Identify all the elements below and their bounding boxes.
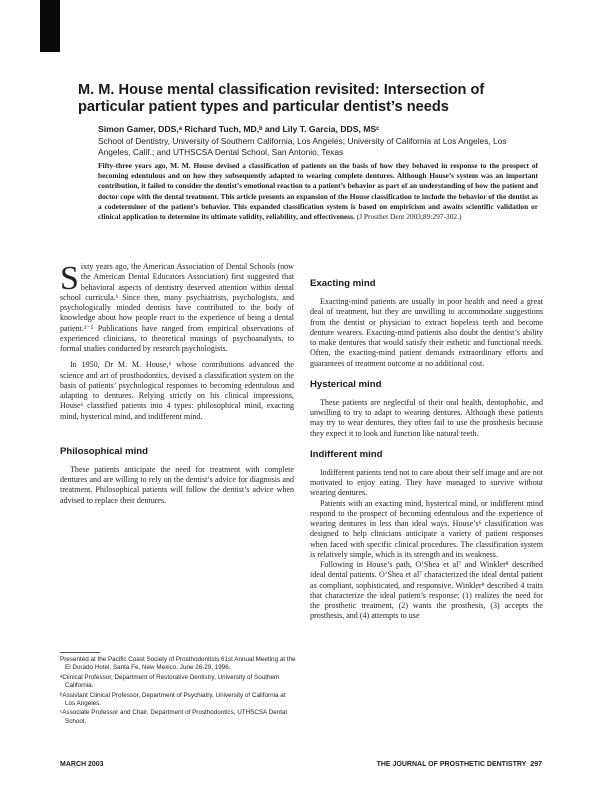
footer-date: MARCH 2003 — [60, 761, 104, 768]
footnote-item: ᶜAssociate Professor and Chair, Department of Prosthodontics, UTHSCSA Dental School. — [60, 709, 287, 725]
footnote-item: Presented at the Pacific Coast Society of Prosthodontists 61st Annual Meeting at the El Dorado Hotel, Santa Fe, New Mexico, June 26-29, 1996. — [60, 656, 296, 672]
left-column — [60, 262, 294, 506]
indifferent-mind-text-2: Patients with an exacting mind, hysterical mind, or indifferent mind respond to the prospect of becoming edentulous and the experience of wearing dentures in less than ideal ways. House’s⁶ classification was designed to help clinicians anticipate a variety of patient responses when faced with specific clinical procedures. The classification system is relatively simple, which is its strength and its weakness. — [310, 498, 543, 559]
right-column — [310, 278, 543, 622]
drop-cap: S — [60, 260, 79, 297]
footnote-item: ᵇAssistant Clinical Professor, Department of Psychiatry, University of California at Los Angeles. — [60, 691, 286, 708]
philosophical-mind-heading: Philosophical mind — [60, 445, 148, 457]
footnote-divider — [60, 652, 100, 653]
article-authors: Simon Gamer, DDS,ᵃ Richard Tuch, MD,ᵇ and Lily T. Garcia, DDS, MSᶜ — [98, 124, 380, 134]
footer-journal — [373, 761, 542, 768]
hysterical-mind-heading: Hysterical mind — [310, 378, 382, 390]
abstract-citation: (J Prosthet Dent 2003;89:297-302.) — [356, 212, 462, 222]
article-affiliation: School of Dentistry, University of Southern California, Los Angeles; University of California at Los Angeles, Los Angeles, Calif.; and UTHSCSA Dental School, San Antonio, Texas — [98, 136, 507, 158]
article-abstract — [98, 161, 538, 222]
intro-paragraph-1-text: ixty years ago, the American Association of Dental Schools (now the American Dental Educators Association) first suggested that behavioral aspects of dentistry deserved attention within dental school curricula.¹ Since then, many psychiatrists, psychologists, and psychologically minded dentists have contributed to the body of knowledge about how people react to the experience of being a dental patient.²⁻⁵ Publications have ranged from empirical observations of experienced clinicians, to theoretical musings of psychoanalysts, to formal studies conducted by research psychologists. — [60, 262, 294, 353]
black-header-tab — [40, 0, 60, 52]
footer-page-number: 297 — [530, 761, 542, 768]
footnote-item: ᵃClinical Professor, Department of Restorative Dentistry, University of Southern California. — [60, 673, 280, 690]
hysterical-mind-text: These patients are neglectful of their oral health, dentophobic, and unwilling to try to adapt to wearing dentures. Although these patients may try to wear dentures, they often fail to use the prosthesis because they expect it to look and function like natural teeth. — [310, 397, 543, 438]
indifferent-mind-text-1: Indifferent patients tend not to care about their self image and are not motivated to enjoy eating. They have managed to survive without wearing dentures. — [310, 467, 543, 498]
indifferent-mind-heading: Indifferent mind — [310, 448, 383, 460]
article-title: M. M. House mental classification revisited: Intersection of particular patient types and particular dentist’s needs — [78, 82, 485, 115]
intro-paragraph-1 — [60, 262, 294, 354]
abstract-text: Fifty-three years ago, M. M. House devised a classification of patients on the basis of how they behaved in response to the prospect of becoming edentulous and on how they subsequently adapted to wearing complete dentures. Although House’s system was an important contribution, it failed to consider the dentist’s emotional reaction to a patient’s behavior as part of an understanding of how the patient and doctor cope with the dental treatment. This article presents an expansion of the House classification to include the behavior of the dentist as a codeterminer of the patient’s behavior. This expanded classification system is based on empiricism and awaits scientific validation or clinical application to determine its ultimate validity, reliability, and effectiveness. — [98, 161, 538, 222]
intro-paragraph-2: In 1950, Dr M. M. House,⁶ whose contributions advanced the science and art of prosthodontics, devised a classification system on the basis of patients’ psychological responses to becoming edentulous and adapting to dentures. Relying strictly on his clinical impressions, House⁶ classified patients into 4 types: philosophical mind, exacting mind, hysterical mind, and indifferent mind. — [60, 360, 294, 421]
exacting-mind-text: Exacting-mind patients are usually in poor health and need a great deal of treatment, but they are unwilling to accommodate suggestions from the dentist or physician to extract hopeless teeth and become denture wearers. Exacting-mind patients also doubt the dentist’s ability to make dentures that would satisfy their esthetic and functional needs. Often, the exacting-mind patient demands extraordinary efforts and guarantees of treatment outcome at no additional cost. — [310, 297, 543, 368]
philosophical-mind-text: These patients anticipate the need for treatment with complete dentures and are willing to rely on the dentist’s advice for diagnosis and treatment. Philosophical patients will follow the dentist’s advice when advised to replace their dentures. — [60, 464, 294, 505]
exacting-mind-heading: Exacting mind — [310, 278, 376, 289]
indifferent-mind-text-3: Following in House’s path, O’Shea et al⁷ and Winkler⁸ described ideal dental patients. O’Shea et al⁷ characterized the ideal dental patient as compliant, sophisticated, and responsive. Winkler⁸ described 4 traits that characterize the ideal patient’s response: (1) realizes the need for the prosthetic treatment, (2) wants the prosthesis, (3) accepts the prosthesis, and (4) attempts to use — [310, 560, 543, 621]
footer-journal-name: THE JOURNAL OF PROSTHETIC DENTISTRY — [376, 761, 527, 768]
footnotes — [60, 656, 296, 727]
